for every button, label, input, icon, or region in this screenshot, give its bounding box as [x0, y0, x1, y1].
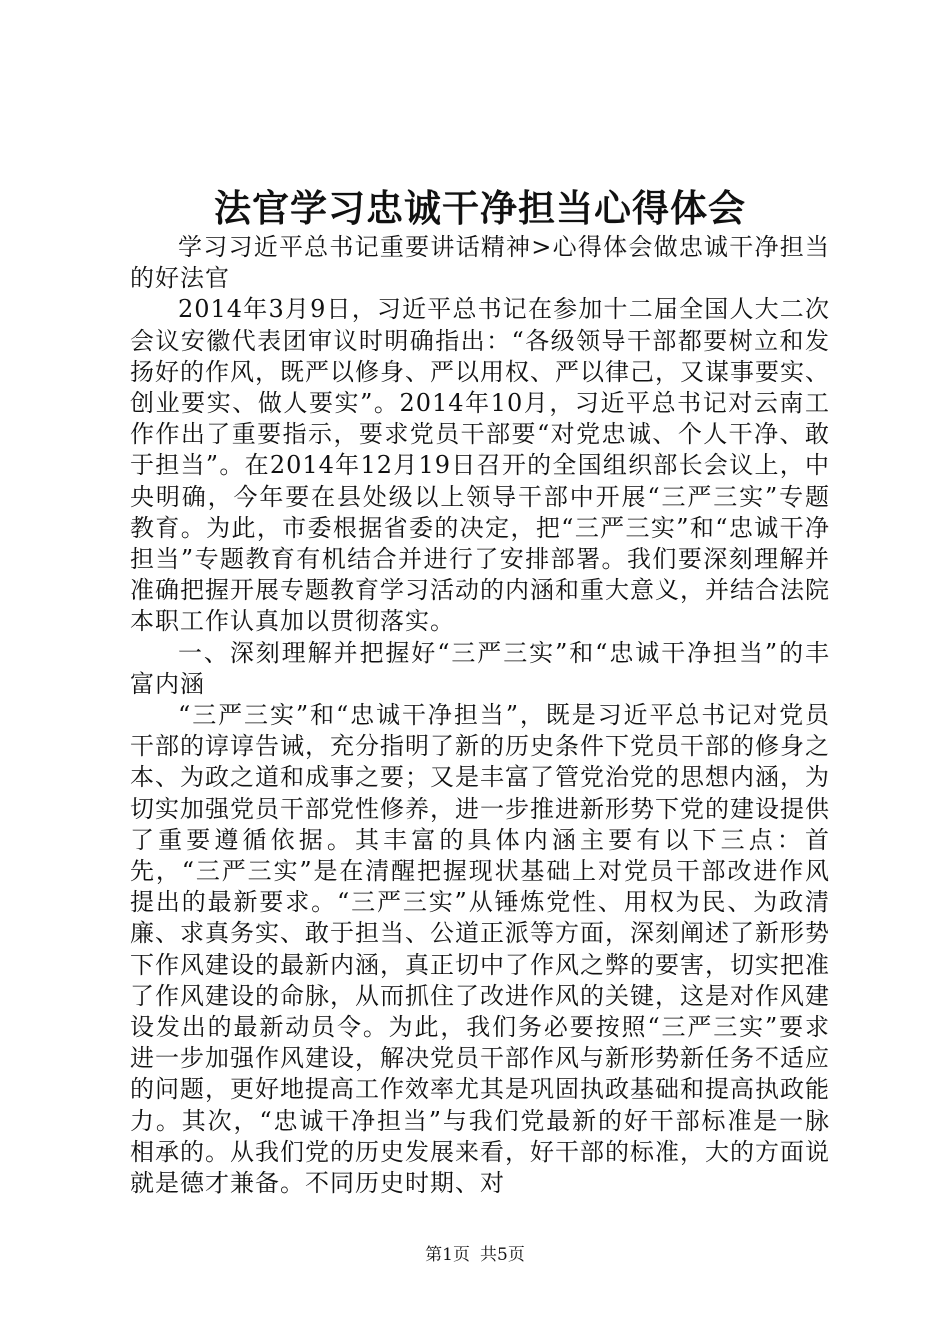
- page-footer: [0, 1243, 950, 1267]
- page-number: 第1页: [425, 1245, 470, 1265]
- section-heading-1: 一、深刻理解并把握好“三严三实”和“忠诚干净担当”的丰富内涵: [130, 638, 830, 698]
- paragraph-subtitle: 学习习近平总书记重要讲话精神>心得体会做忠诚干净担当的好法官: [130, 233, 830, 293]
- paragraph-intro: 2014年3月9日，习近平总书记在参加十二届全国人大二次会议安徽代表团审议时明确指出：“各级领导干部都要树立和发扬好的作风，既严以修身、严以用权、严以律己，又谋事要实、创业要实、做人要实”。2014年10月，习近平总书记对云南工作作出了重要指示，要求党员干部要“对党忠诚、个人干净、敢于担当”。在2014年12月19日召开的全国组织部长会议上，中央明确，今年要在县处级以上领导干部中开展“三严三实”专题教育。为此，市委根据省委的决定，把“三严三实”和“忠诚干净担当”专题教育有机结合并进行了安排部署。我们要深刻理解并准确把握开展专题教育学习活动的内涵和重大意义，并结合法院本职工作认真加以贯彻落实。: [130, 295, 830, 636]
- page-total: 共5页: [480, 1245, 525, 1265]
- paragraph-section-1-body: “三严三实”和“忠诚干净担当”，既是习近平总书记对党员干部的谆谆告诫，充分指明了新的历史条件下党员干部的修身之本、为政之道和成事之要；又是丰富了管党治党的思想内涵，为切实加强党员干部党性修养，进一步推进新形势下党的建设提供了重要遵循依据。其丰富的具体内涵主要有以下三点：首先，“三严三实”是在清醒把握现状基础上对党员干部改进作风提出的最新要求。“三严三实”从锤炼党性、用权为民、为政清廉、求真务实、敢于担当、公道正派等方面，深刻阐述了新形势下作风建设的最新内涵，真正切中了作风之弊的要害，切实把准了作风建设的命脉，从而抓住了改进作风的关键，这是对作风建设发出的最新动员令。为此，我们务必要按照“三严三实”要求进一步加强作风建设，解决党员干部作风与新形势新任务不适应的问题，更好地提高工作效率尤其是巩固执政基础和提高执政能力。其次，“忠诚干净担当”与我们党最新的好干部标准是一脉相承的。从我们党的历史发展来看，好干部的标准，大的方面说就是德才兼备。不同历史时期、对: [130, 701, 830, 1198]
- document-title: 法官学习忠诚干净担当心得体会: [214, 186, 746, 230]
- document-body: [130, 232, 830, 1199]
